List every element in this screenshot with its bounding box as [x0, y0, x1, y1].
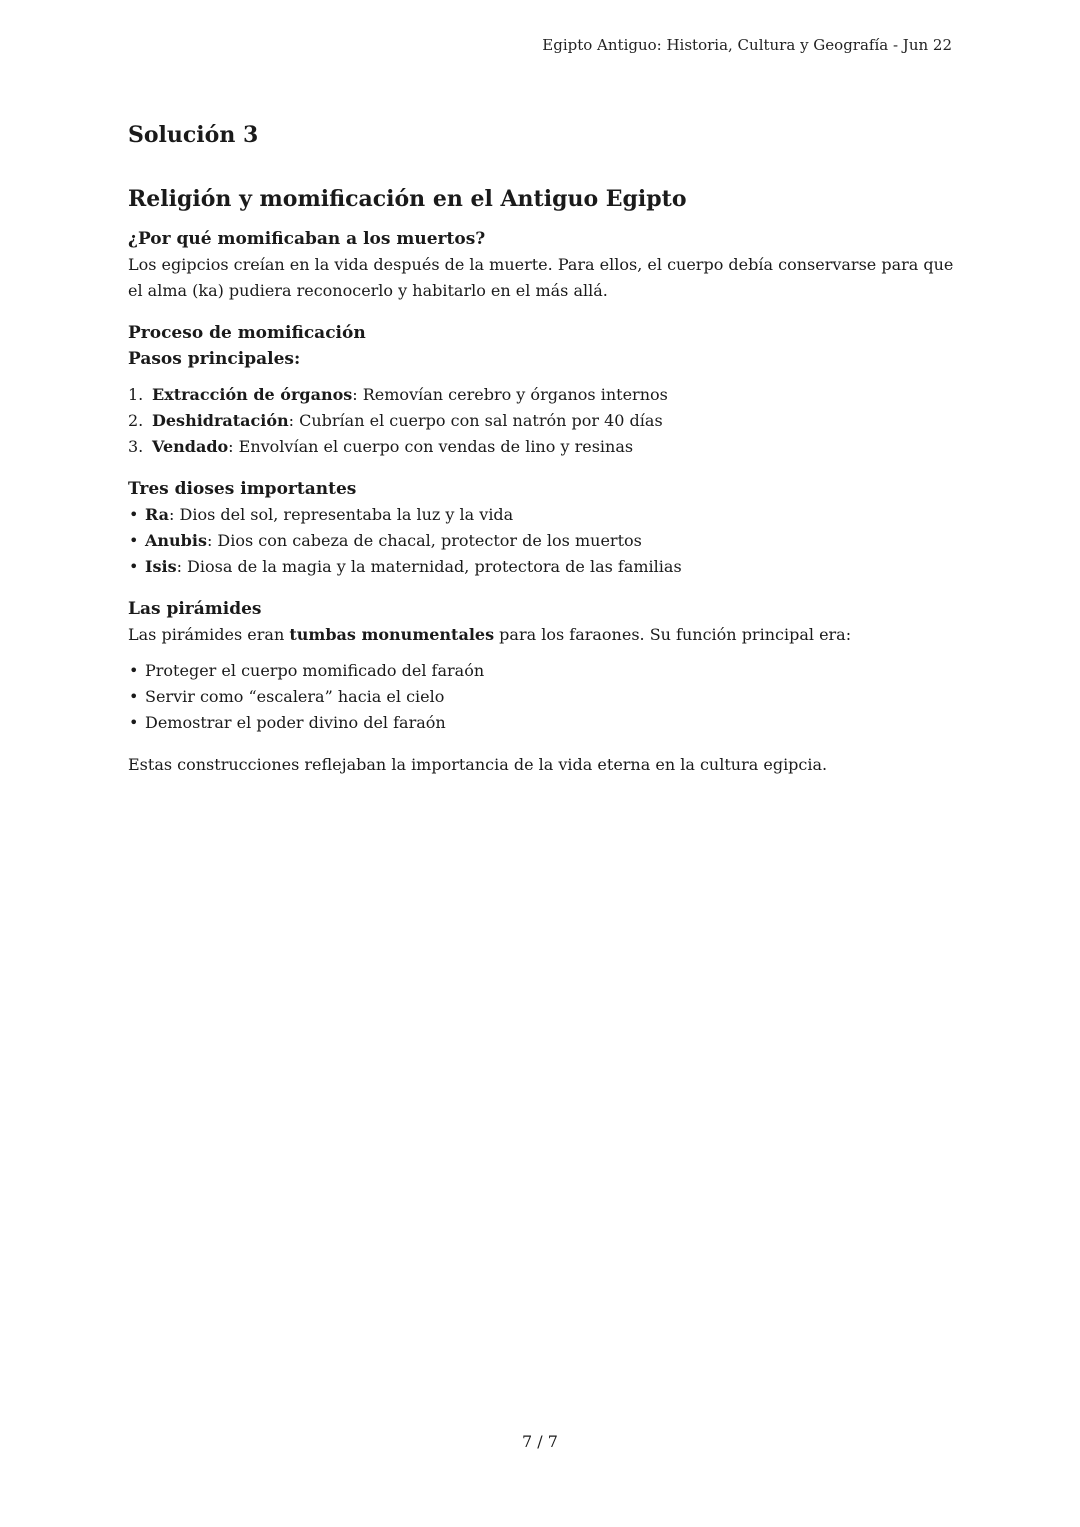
bullet-icon: •	[129, 557, 139, 577]
process-heading: Proceso de momificación	[128, 323, 366, 344]
why-section	[128, 226, 954, 304]
pyramids-heading: Las pirámides	[128, 599, 262, 620]
intro-text: Las pirámides eran	[128, 625, 290, 645]
bullet-icon: •	[129, 713, 139, 733]
list-item	[128, 434, 954, 460]
conclusion: Estas construcciones reflejaban la importancia de la vida eterna en la cultura egipcia.	[128, 755, 828, 775]
list-item	[128, 528, 954, 554]
gods-section	[128, 476, 954, 580]
intro-bold: tumbas monumentales	[289, 625, 495, 645]
bullet-icon: •	[129, 531, 139, 551]
bullet-icon: •	[129, 505, 139, 525]
god-desc: : Dios del sol, representaba la luz y la vida	[169, 505, 514, 525]
god-desc: : Diosa de la magia y la maternidad, protectora de las familias	[176, 557, 682, 577]
step-number: 3.	[128, 437, 144, 457]
list-item	[128, 684, 954, 710]
god-name: Ra	[145, 505, 170, 525]
running-header: Egipto Antiguo: Historia, Cultura y Geografía - Jun 22	[542, 36, 952, 54]
step-term: Extracción de órganos	[152, 385, 353, 405]
gods-list	[128, 502, 954, 580]
god-desc: : Dios con cabeza de chacal, protector de los muertos	[206, 531, 642, 551]
list-item	[128, 502, 954, 528]
page-number: 7 / 7	[522, 1432, 558, 1451]
step-desc: : Cubrían el cuerpo con sal natrón por 40 días	[288, 411, 663, 431]
step-number: 1.	[128, 385, 144, 405]
why-heading: ¿Por qué momificaban a los muertos?	[128, 229, 486, 250]
god-name: Isis	[145, 557, 177, 577]
list-item	[128, 382, 954, 408]
intro-text-end: para los faraones. Su función principal era:	[494, 625, 852, 645]
pyramids-section	[128, 596, 954, 736]
section-title: Religión y momificación en el Antiguo Egipto	[128, 185, 687, 212]
pyramids-list	[128, 658, 954, 736]
step-term: Deshidratación	[152, 411, 289, 431]
pyramids-intro	[128, 622, 954, 648]
step-desc: : Removían cerebro y órganos internos	[352, 385, 668, 405]
solution-title: Solución 3	[128, 122, 259, 148]
pyramid-function: Servir como “escalera” hacia el cielo	[145, 687, 445, 707]
process-section	[128, 320, 954, 460]
why-text: Los egipcios creían en la vida después de la muerte. Para ellos, el cuerpo debía conservarse para que el alma (ka) pudiera reconocerlo y habitarlo en el más allá.	[128, 255, 954, 301]
god-name: Anubis	[145, 531, 207, 551]
list-item	[128, 658, 954, 684]
list-item	[128, 408, 954, 434]
step-term: Vendado	[152, 437, 229, 457]
pyramid-function: Demostrar el poder divino del faraón	[145, 713, 446, 733]
bullet-icon: •	[129, 661, 139, 681]
steps-list	[128, 382, 954, 460]
step-desc: : Envolvían el cuerpo con vendas de lino y resinas	[228, 437, 634, 457]
process-subheading: Pasos principales:	[128, 349, 301, 370]
list-item	[128, 710, 954, 736]
bullet-icon: •	[129, 687, 139, 707]
pyramid-function: Proteger el cuerpo momificado del faraón	[145, 661, 485, 681]
document-content	[128, 121, 954, 778]
list-item	[128, 554, 954, 580]
gods-heading: Tres dioses importantes	[128, 479, 357, 500]
step-number: 2.	[128, 411, 144, 431]
